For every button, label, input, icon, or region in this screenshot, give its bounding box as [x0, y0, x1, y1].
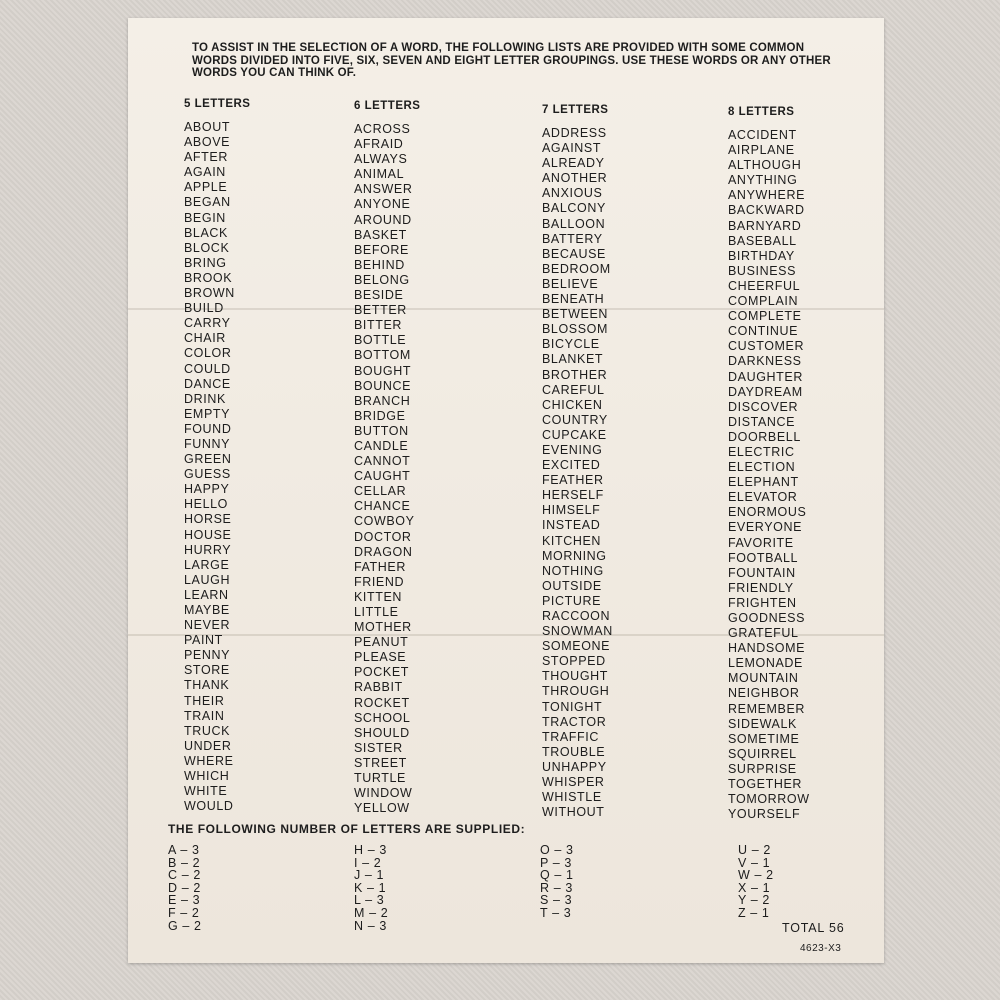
word-list	[728, 128, 878, 822]
column-8-letters	[728, 106, 878, 822]
word-item: OUTSIDE	[542, 578, 602, 593]
word-item: BEGAN	[184, 195, 231, 210]
word-item: BLOSSOM	[542, 322, 609, 337]
word-item: ELEPHANT	[728, 475, 799, 490]
word-item: ANIMAL	[354, 167, 405, 182]
word-item: CARRY	[184, 316, 231, 331]
word-item: RACCOON	[542, 609, 611, 623]
word-item: SISTER	[354, 740, 403, 755]
word-item: LEARN	[184, 587, 229, 602]
letter-count: O – 3	[540, 843, 574, 857]
word-item: BEHIND	[354, 257, 405, 272]
word-item: BROWN	[184, 286, 235, 301]
word-item: DARKNESS	[728, 354, 802, 369]
word-item: BICYCLE	[542, 337, 600, 352]
word-item: YELLOW	[354, 801, 410, 816]
word-item: PENNY	[184, 648, 231, 663]
word-item: COWBOY	[354, 514, 415, 529]
supplied-column	[738, 844, 858, 920]
word-item: LARGE	[184, 557, 230, 572]
word-list	[184, 120, 334, 814]
word-item: BOTTOM	[354, 348, 411, 363]
letter-count: J – 1	[354, 868, 385, 883]
word-item: BRING	[184, 255, 227, 270]
word-item: FOOTBALL	[728, 550, 799, 565]
word-item: ELECTRIC	[728, 444, 795, 459]
word-item: MAYBE	[184, 603, 230, 617]
word-item: TURTLE	[354, 771, 406, 786]
word-item: THANK	[184, 678, 230, 693]
word-item: UNDER	[184, 738, 232, 753]
column-6-letters	[354, 100, 504, 816]
word-item: ALTHOUGH	[728, 158, 802, 173]
word-item: STOPPED	[542, 654, 606, 669]
word-item: STORE	[184, 663, 230, 678]
word-item: POCKET	[354, 665, 409, 680]
word-item: WHITE	[184, 784, 228, 799]
word-item: ALREADY	[542, 156, 605, 171]
word-item: COUNTRY	[542, 412, 608, 427]
word-item: INSTEAD	[542, 518, 601, 533]
letter-count: N – 3	[354, 918, 387, 933]
word-item: HANDSOME	[728, 641, 806, 656]
word-item: DAYDREAM	[728, 384, 803, 399]
column-heading: 5 LETTERS	[184, 98, 251, 110]
word-item: AGAIN	[184, 165, 226, 180]
word-item: DRINK	[184, 391, 226, 406]
word-item: AIRPLANE	[728, 143, 795, 158]
word-item: WHERE	[184, 753, 234, 768]
word-item: FEATHER	[542, 473, 604, 488]
letter-count: W – 2	[738, 868, 774, 883]
word-list	[542, 126, 692, 820]
word-item: BARNYARD	[728, 218, 802, 233]
word-item: HORSE	[184, 512, 232, 527]
word-item: SURPRISE	[728, 761, 797, 776]
word-item: CHANCE	[354, 499, 411, 514]
word-item: UNHAPPY	[542, 759, 607, 774]
word-item: SHOULD	[354, 725, 410, 740]
word-item: BEFORE	[354, 242, 409, 257]
word-item: DOCTOR	[354, 529, 412, 544]
word-item: ANSWER	[354, 182, 413, 197]
letter-count: X – 1	[738, 880, 771, 895]
letter-count: P – 3	[540, 855, 572, 870]
word-item: PLEASE	[354, 650, 407, 665]
word-list	[354, 122, 504, 816]
word-item: BIRTHDAY	[728, 248, 795, 263]
word-item: WHISTLE	[542, 790, 602, 805]
letter-count: E – 3	[168, 893, 201, 908]
word-item: BOUGHT	[354, 363, 412, 378]
word-item: BATTERY	[542, 231, 603, 246]
word-item: BROOK	[184, 270, 233, 285]
word-item: BETWEEN	[542, 307, 609, 322]
word-item: ADDRESS	[542, 126, 607, 140]
word-item: BUTTON	[354, 423, 409, 438]
word-item: CHEERFUL	[728, 278, 801, 293]
word-item: ABOUT	[184, 120, 231, 134]
word-item: ALWAYS	[354, 152, 408, 167]
word-item: FRIGHTEN	[728, 595, 797, 610]
word-list-sheet	[128, 18, 884, 963]
word-item: THOUGHT	[542, 669, 608, 684]
word-item: COMPLAIN	[728, 294, 799, 309]
total-count: TOTAL 56	[782, 921, 845, 935]
word-item: BRIDGE	[354, 408, 406, 423]
word-item: HELLO	[184, 497, 228, 512]
word-item: DISCOVER	[728, 399, 799, 414]
word-item: HAPPY	[184, 482, 230, 497]
column-5-letters	[184, 98, 334, 814]
word-item: KITTEN	[354, 589, 403, 604]
word-item: EMPTY	[184, 406, 231, 421]
word-item: FATHER	[354, 559, 406, 574]
word-item: NEVER	[184, 618, 231, 633]
word-item: ACCIDENT	[728, 128, 797, 142]
letter-count: C – 2	[168, 868, 201, 883]
word-item: FOUND	[184, 421, 232, 436]
word-item: BUILD	[184, 301, 224, 316]
word-item: CANNOT	[354, 454, 411, 469]
letter-count: L – 3	[354, 893, 385, 908]
supplied-column	[354, 844, 474, 932]
word-item: ABOVE	[184, 135, 231, 150]
word-item: DOORBELL	[728, 429, 801, 444]
word-item: BESIDE	[354, 288, 404, 303]
word-item: GREEN	[184, 452, 232, 467]
letter-count: T – 3	[540, 905, 572, 920]
word-item: ACROSS	[354, 122, 411, 136]
word-item: BASKET	[354, 227, 407, 242]
word-item: TONIGHT	[542, 699, 603, 714]
word-item: WHISPER	[542, 775, 605, 790]
word-item: YOURSELF	[728, 807, 801, 822]
supplied-heading: THE FOLLOWING NUMBER OF LETTERS ARE SUPPLIED:	[168, 822, 526, 836]
word-item: SOMEONE	[542, 639, 611, 654]
word-item: CANDLE	[354, 438, 409, 453]
letter-count: A – 3	[168, 843, 200, 857]
word-item: CONTINUE	[728, 324, 799, 339]
letter-count: Y – 2	[738, 893, 770, 908]
word-item: SQUIRREL	[728, 746, 797, 761]
word-item: EVERYONE	[728, 520, 803, 535]
letter-count: Z – 1	[738, 905, 770, 920]
word-item: BLOCK	[184, 240, 230, 255]
word-item: ROCKET	[354, 695, 410, 710]
word-item: DRAGON	[354, 544, 413, 559]
word-item: CUSTOMER	[728, 339, 805, 354]
word-item: BOUNCE	[354, 378, 412, 393]
word-item: REMEMBER	[728, 701, 806, 716]
word-item: FUNNY	[184, 436, 231, 451]
letter-count: S – 3	[540, 893, 573, 908]
word-item: AFTER	[184, 150, 228, 165]
word-item: SOMETIME	[728, 731, 800, 746]
word-item: HURRY	[184, 542, 232, 557]
word-item: SIDEWALK	[728, 716, 797, 731]
word-item: ANOTHER	[542, 171, 608, 186]
word-item: KITCHEN	[542, 533, 602, 548]
letter-count: M – 2	[354, 905, 389, 920]
letter-count: I – 2	[354, 855, 382, 870]
word-item: COLOR	[184, 346, 232, 361]
column-heading: 8 LETTERS	[728, 106, 795, 118]
word-item: MOUNTAIN	[728, 671, 799, 686]
word-item: TRAIN	[184, 708, 225, 723]
word-item: GOODNESS	[728, 611, 806, 625]
word-item: NOTHING	[542, 563, 604, 578]
form-code: 4623-X3	[800, 943, 842, 954]
word-item: NEIGHBOR	[728, 686, 800, 701]
supplied-column	[540, 844, 660, 920]
word-item: FAVORITE	[728, 535, 794, 550]
word-item: HIMSELF	[542, 503, 601, 518]
letter-count: F – 2	[168, 905, 200, 920]
letter-count: Q – 1	[540, 868, 574, 883]
word-item: ANYWHERE	[728, 188, 806, 203]
word-item: CELLAR	[354, 484, 407, 499]
word-item: BALLOON	[542, 216, 606, 231]
word-item: CHAIR	[184, 331, 226, 346]
word-item: BELONG	[354, 272, 410, 287]
word-item: TOMORROW	[728, 792, 810, 807]
word-item: BROTHER	[542, 367, 608, 382]
word-item: EXCITED	[542, 458, 601, 473]
word-item: BALCONY	[542, 201, 606, 216]
word-item: PICTURE	[542, 593, 602, 608]
word-item: TOGETHER	[728, 777, 803, 792]
word-item: CAREFUL	[542, 382, 605, 397]
word-item: AROUND	[354, 212, 412, 227]
word-item: BENEATH	[542, 292, 605, 307]
word-item: DAUGHTER	[728, 369, 803, 384]
word-item: STREET	[354, 755, 407, 770]
word-item: BETTER	[354, 303, 407, 318]
word-item: WHICH	[184, 769, 230, 784]
word-item: TROUBLE	[542, 744, 606, 759]
letter-count: K – 1	[354, 880, 387, 895]
intro-paragraph: TO ASSIST IN THE SELECTION OF A WORD, THE FOLLOWING LISTS ARE PROVIDED WITH SOME COMMON WORDS DIVIDED INTO FIVE, SIX, SEVEN AND EIGHT LETTER GROUPINGS. USE THESE WORDS OR ANY OTHER WORDS YOU CAN THINK OF.	[192, 42, 831, 79]
word-item: SNOWMAN	[542, 624, 613, 639]
word-item: ANYTHING	[728, 173, 798, 188]
word-item: DANCE	[184, 376, 231, 391]
word-item: BRANCH	[354, 393, 411, 408]
word-item: MORNING	[542, 548, 607, 563]
word-item: ENORMOUS	[728, 505, 807, 520]
word-item: GRATEFUL	[728, 626, 799, 641]
letter-count: H – 3	[354, 843, 387, 857]
column-7-letters	[542, 104, 692, 820]
word-item: THROUGH	[542, 684, 610, 699]
word-item: MOTHER	[354, 620, 412, 635]
word-item: BECAUSE	[542, 246, 606, 261]
word-item: BELIEVE	[542, 276, 599, 291]
word-item: SCHOOL	[354, 710, 411, 725]
word-item: BITTER	[354, 318, 403, 333]
word-item: CAUGHT	[354, 469, 411, 484]
word-item: COMPLETE	[728, 309, 802, 324]
word-item: HOUSE	[184, 527, 232, 542]
word-item: BEGIN	[184, 210, 226, 225]
word-item: PAINT	[184, 633, 223, 648]
word-item: ELEVATOR	[728, 490, 798, 505]
word-item: ANXIOUS	[542, 186, 603, 201]
letter-count: V – 1	[738, 855, 771, 870]
word-item: TRACTOR	[542, 714, 607, 729]
letter-count: D – 2	[168, 880, 201, 895]
word-item: HERSELF	[542, 488, 604, 503]
word-item: APPLE	[184, 180, 228, 195]
word-item: TRUCK	[184, 723, 231, 738]
word-item: FRIENDLY	[728, 580, 794, 595]
word-item: DISTANCE	[728, 414, 796, 429]
word-item: EVENING	[542, 442, 603, 457]
word-item: GUESS	[184, 467, 231, 482]
word-item: ANYONE	[354, 197, 411, 212]
word-item: PEANUT	[354, 635, 409, 650]
word-item: RABBIT	[354, 680, 403, 695]
word-item: COULD	[184, 361, 231, 376]
word-item: BASEBALL	[728, 233, 797, 248]
word-item: BACKWARD	[728, 203, 805, 218]
word-item: AGAINST	[542, 141, 602, 156]
letter-count: R – 3	[540, 880, 573, 895]
word-item: BLANKET	[542, 352, 604, 367]
word-item: WOULD	[184, 799, 234, 814]
column-heading: 7 LETTERS	[542, 104, 609, 116]
word-item: BEDROOM	[542, 261, 611, 276]
word-item: LAUGH	[184, 572, 231, 587]
word-item: BUSINESS	[728, 263, 797, 278]
letter-count: G – 2	[168, 918, 202, 933]
letter-count: B – 2	[168, 855, 201, 870]
word-item: FOUNTAIN	[728, 565, 796, 580]
word-item: FRIEND	[354, 574, 405, 589]
word-item: TRAFFIC	[542, 729, 599, 744]
word-item: BOTTLE	[354, 333, 407, 348]
word-item: THEIR	[184, 693, 225, 708]
word-item: LEMONADE	[728, 656, 803, 671]
word-item: WINDOW	[354, 786, 413, 801]
column-heading: 6 LETTERS	[354, 100, 421, 112]
word-item: LITTLE	[354, 605, 399, 619]
word-item: AFRAID	[354, 137, 404, 152]
word-item: CUPCAKE	[542, 427, 607, 442]
word-item: WITHOUT	[542, 805, 605, 820]
word-item: CHICKEN	[542, 397, 603, 412]
word-item: ELECTION	[728, 460, 796, 475]
supplied-column	[168, 844, 288, 932]
word-item: BLACK	[184, 225, 228, 240]
letter-count: U – 2	[738, 843, 771, 857]
